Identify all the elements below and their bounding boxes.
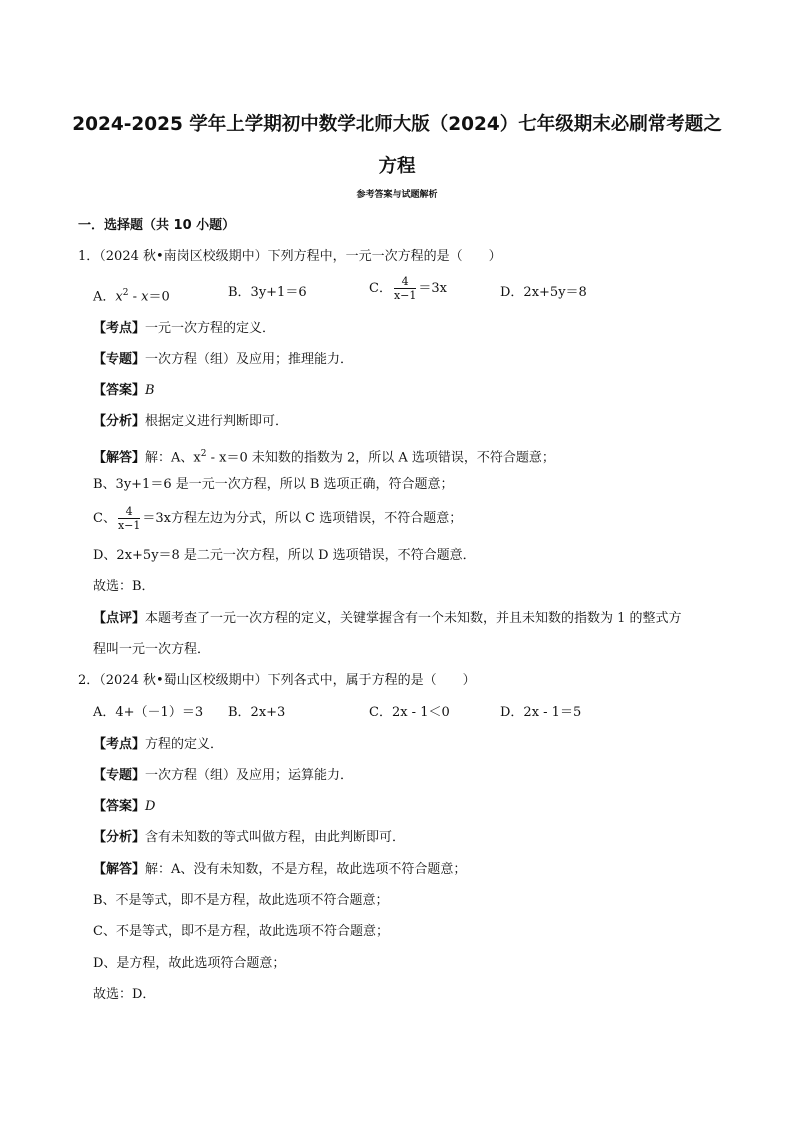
- q1-solution: 【解答】解：A、$x^2 - x=0$ 未知数的指数为 2，所以 A 选项错误，不符合题意；: [93, 449, 555, 466]
- document-title: 2024-2025 学年上学期初中数学北师大版（2024）七年级期末必刷常考题之方程: [72, 114, 722, 177]
- q2-solution: 【解答】解：A、没有未知数，不是方程，故此选项不符合题意；: [93, 862, 467, 877]
- question-2-stem: 2．（2024 秋•蜀山区校级期中）下列各式中，属于方程的是（ ）: [78, 673, 476, 688]
- q2-zhuanti: 【专题】一次方程（组）及应用；运算能力．: [93, 768, 354, 783]
- q1-solution-line-d: D、2x+5y＝8 是二元一次方程，所以 D 选项错误，不符合题意．: [93, 548, 476, 563]
- q1-solution-fraction: $\frac{4}{x-1}$: [117, 505, 141, 532]
- q1-option-d: D．2x+5y＝8: [500, 285, 587, 300]
- q2-kaodian: 【考点】方程的定义．: [93, 737, 224, 752]
- q1-solution-line-c: C、 $\frac{4}{x-1}$ ＝3x方程左边为分式，所以 C 选项错误，不符合题意；: [93, 505, 463, 532]
- q1-choice: 故选：B．: [93, 579, 155, 594]
- q2-choice: 故选：D．: [93, 987, 156, 1002]
- q1-analysis: 【分析】根据定义进行判断即可．: [93, 414, 289, 429]
- q1-option-c-rhs: ＝3x: [418, 281, 447, 296]
- q2-analysis: 【分析】含有未知数的等式叫做方程，由此判断即可．: [93, 830, 406, 845]
- question-1-stem: 1．（2024 秋•南岗区校级期中）下列方程中，一元一次方程的是（ ）: [78, 249, 502, 264]
- q1-comment: 【点评】本题考查了一元一次方程的定义，关键掌握含有一个未知数，并且未知数的指数为 1 的整式方: [93, 611, 682, 626]
- q1-option-c: [369, 275, 447, 302]
- section-heading: 一．选择题（共 10 小题）: [78, 218, 236, 233]
- q1-comment-cont: 程叫一元一次方程．: [93, 642, 211, 657]
- q1-kaodian: 【考点】一元一次方程的定义．: [93, 321, 276, 336]
- q2-option-b: B．2x+3: [228, 705, 286, 720]
- q2-solution-line-d: D、是方程，故此选项符合题意；: [93, 956, 286, 971]
- q1-option-b: B．3y+1＝6: [228, 285, 307, 300]
- q1-option-c-fraction: $\frac{4}{x-1}$: [393, 275, 417, 302]
- q1-answer: 【答案】B: [93, 383, 155, 398]
- q2-solution-line-b: B、不是等式，即不是方程，故此选项不符合题意；: [93, 893, 389, 908]
- q1-option-c-label: C．: [369, 281, 392, 296]
- q1-zhuanti: 【专题】一次方程（组）及应用；推理能力．: [93, 352, 354, 367]
- document-subtitle: 参考答案与试题解析: [356, 190, 438, 200]
- q2-solution-line-c: C、不是等式，即不是方程，故此选项不符合题意；: [93, 924, 389, 939]
- q2-option-c: C．2x - 1＜0: [369, 705, 450, 720]
- q2-option-d: D．2x - 1＝5: [500, 705, 582, 720]
- q1-solution-line-b: B、3y+1＝6 是一元一次方程，所以 B 选项正确，符合题意；: [93, 477, 454, 492]
- q2-answer: 【答案】D: [93, 799, 156, 814]
- q1-option-a-label: A．: [93, 289, 116, 305]
- q1-option-a: A．$x^2 - x=0$: [93, 288, 170, 305]
- q2-option-a: A．4+（－1）＝3: [93, 705, 204, 720]
